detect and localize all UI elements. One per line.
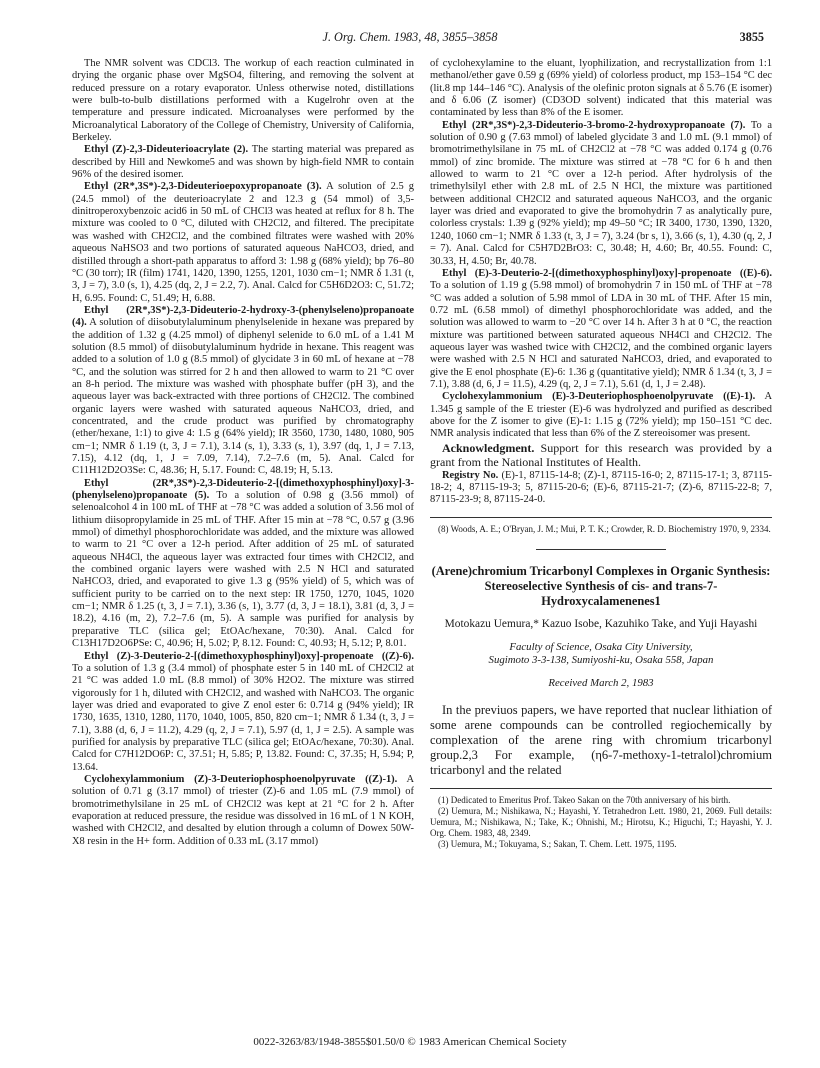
compound-heading: Ethyl (2R*,3S*)-2,3-Dideuterioepoxypropanoate (3).: [84, 181, 322, 193]
paragraph: [72, 774, 414, 848]
compound-heading: Ethyl (E)-3-Deuterio-2-[(dimethoxyphosphinyl)oxy]-propenoate ((E)-6).: [442, 267, 772, 279]
paragraph: [72, 181, 414, 304]
paragraph: [430, 120, 772, 268]
compound-heading: Ethyl (Z)-3-Deuterio-2-[(dimethoxyphosphinyl)oxy]-propenoate ((Z)-6).: [84, 650, 414, 662]
footnote: (8) Woods, A. E.; O'Bryan, J. M.; Mui, P. T. K.; Crowder, R. D. Biochemistry 1970, 9, 2334.: [438, 523, 771, 534]
received-date: Received March 2, 1983: [548, 676, 654, 689]
acknowledgment-heading: Acknowledgment.: [442, 440, 535, 455]
paragraph-text: A solution of diisobutylaluminum phenylselenide in hexane was prepared by the addition of 1.32 g (4.25 mmol) of diphenyl selenide to 6.0 mL of a 1.41 M solution (8.5 mmol) of diisobutylaluminum hydride in hexane. This reagent was added to a solution of 1.0 g (8.5 mmol) of glycidate 3 in 60 mL of hexane at −78 °C, and the solution was stirred for 2 h and then allowed to warm to 21 °C over an 8-h period. The mixture was washed with phosphate buffer (pH 3), and the aqueous layer was back-extracted with three portions of CH2Cl2. The combined organic layers were washed with saturated aqueous NaHCO3, dried, and concentrated, and the crude product was purified by chromatography (ether/hexane, 1:1) to give 4: 1.5 g (64% yield); IR 3560, 1730, 1480, 1080, 905 cm−1; NMR δ 1.19 (t, 3, J = 7.1), 3.14 (s, 1), 3.33 (s, 1), 3.97 (dq, 1, J = 7.13, 7.15), 4.12 (dq, 1, J = 7.09, 7.14), 7.2–7.6 (m, 5). Anal. Calcd for C11H12D2O3Se: C, 48.36; H, 5.17. Found: C, 48.19; H, 5.13.: [72, 317, 414, 477]
footnote-divider: [430, 517, 772, 518]
article-divider: [536, 549, 666, 550]
compound-heading: Ethyl (Z)-2,3-Dideuterioacrylate (2).: [84, 144, 249, 156]
registry-heading: Registry No.: [442, 469, 499, 481]
paragraph: [72, 651, 414, 774]
running-head: [0, 30, 820, 48]
author-list: Motokazu Uemura,* Kazuo Isobe, Kazuhiko Take, and Yuji Hayashi: [444, 617, 758, 630]
footnote: (1) Dedicated to Emeritus Prof. Takeo Sakan on the 70th anniversary of his birth.: [438, 795, 731, 806]
article-title: (Arene)chromium Tricarbonyl Complexes in Organic Synthesis: Stereoselective Synthesis of cis- and trans-7-Hydroxycalamenenes1: [431, 563, 771, 608]
footnotes-bottom: [430, 795, 772, 850]
affiliation: [430, 641, 772, 667]
page-number: 3855: [739, 30, 764, 44]
paragraph-text: The starting material was prepared as described by Hill and Newkome5 and was shown by high-field NMR to contain 96% of the desired isomer.: [72, 144, 414, 181]
intro-paragraph: In the previuos papers, we have reported that nuclear lithiation of some arene compounds can be controlled regiochemically by complexation of the arene ring with chromium tricarbonyl group.2,3 For example, (η6-7-methoxy-1-tetralol)chromium tricarbonyl and the related: [430, 703, 772, 778]
paragraph-text: To a solution of 0.98 g (3.56 mmol) of selenoalcohol 4 in 100 mL of THF at −78 °C was added a solution of 3.56 mol of lithium diisopropylamide in 25 mL of THF. After 15 min at −78 °C, 0.57 g (3.96 mmol) of dimethyl phosphorochloridate was added, and the mixture was allowed to warm to 21 °C over a 12-h period. After addition of 25 mL of saturated aqueous NH4Cl, the aqueous layer was extracted four times with CH2Cl2, and the combined organic layers were washed with 2.5 N HCl and saturated NaHCO3, dried, and evaporated to give 1.3 g (95% yield) of 5, which was of sufficient purity to be carried on to the next step: IR 1750, 1270, 1045, 1020 cm−1; NMR δ 1.25 (t, 3, J = 7.1), 3.36 (s, 1), 3.77 (d, 3, J = 18.1), 3.81 (d, 3, J = 18.2), 4.16 (m, 2), 7.2–7.6 (m, 5). A sample was purified for analysis by preparative TLC (silica gel; EtOAc/hexane, 70:30). Anal. Calcd for C13H17D2O6PSe: C, 40.96; H, 5.02; P, 8.12. Found: C, 40.93; H, 5.12; P, 8.01.: [72, 490, 414, 650]
footnote: (2) Uemura, M.; Nishikawa, N.; Hayashi, Y. Tetrahedron Lett. 1980, 21, 2069. Full details: Uemura, M.; Nishikawa, N.; Take, K.; Ohnishi, M.; Hirotsu, K.; Higuchi, T.; Hayashi, Y. J. Org. Chem. 1983, 48, 2349.: [430, 806, 772, 839]
paragraph: [72, 144, 414, 181]
paragraph-text: To a solution of 1.3 g (3.4 mmol) of phosphate ester 5 in 140 mL of CH2Cl2 at 21 °C was added 1.0 mL (8.8 mmol) of 30% H2O2. The mixture was stirred vigorously for 1 h, diluted with CH2Cl2, and washed with NaHCO3. The organic layer was dried and evaporated to give Z enol ester 6: 0.714 g (94% yield); IR 1730, 1635, 1310, 1280, 1170, 1040, 1005, 850, 820 cm−1; NMR δ 1.34 (t, 3, J = 7.1), 3.88 (d, 6, J = 11.2), 4.29 (q, 2, J = 7.1), 5.97 (d, 1, J = 2.5). A sample was purified for analysis by preparative TLC (silica gel; EtOAc/hexane, 70:30). Anal. Calcd for C7H12DO6P: C, 37.51; H, 5.85; P, 13.82. Found: C, 37.35; H, 5.94; P, 13.64.: [72, 662, 414, 773]
registry-numbers: [430, 470, 772, 507]
left-column: [72, 58, 414, 848]
compound-heading: Ethyl (2R*,3S*)-2,3-Dideuterio-3-bromo-2-hydroxypropanoate (7).: [442, 119, 746, 131]
paragraph: [72, 305, 414, 478]
affiliation-line: Sugimoto 3-3-138, Sumiyoshi-ku, Osaka 558, Japan: [488, 653, 714, 666]
paragraph: [430, 268, 772, 391]
paragraph-text: A solution of 2.5 g (24.5 mmol) of the deuterioacrylate 2 and 12.3 g (54 mmol) of 3,5-dinitroperoxybenzoic acid6 in 50 mL of CHCl3 was heated at reflux for 8 h. The mixture was cooled to 0 °C, diluted with CH2Cl2, and filtered. The precipitate was washed with CH2Cl2, and the combined filtrates were washed with 20% aqueous NaHSO3 and two portions of saturated aqueous NaHCO3, dried, and distilled through a short-path apparatus to afford 3: 1.98 g (68% yield); bp 76–80 °C (30 torr); IR (film) 1741, 1420, 1390, 1255, 1201, 1030 cm−1; NMR δ 1.31 (t, 3, J = 7), 3.0 (s, 1), 4.25 (dq, 2, J = 2.2, 7). Anal. Calcd for C5H6D2O3: C, 51.72; H, 6.95. Found: C, 51.49; H, 6.88.: [72, 181, 414, 304]
footnote: (3) Uemura, M.; Tokuyama, S.; Sakan, T. Chem. Lett. 1975, 1195.: [438, 839, 677, 850]
journal-citation: J. Org. Chem. 1983, 48, 3855–3858: [322, 30, 498, 44]
copyright-footer: 0022-3263/83/1948-3855$01.50/0 © 1983 American Chemical Society: [253, 1036, 567, 1048]
paragraph-text: A solution of 0.71 g (3.17 mmol) of triester (Z)-6 and 1.05 mL (7.9 mmol) of bromotrimethylsilane in 25 mL of CH2Cl2 was kept at 21 °C for 2 h. After evaporation at reduced pressure, the residue was dissolved in 16 mL of 1 N KOH, washed with CH2Cl2, and desalted by elution through a column of Dowex 50W-X8 resin in the H+ form. Addition of 0.33 mL (3.17 mmol): [72, 773, 414, 847]
paragraph-text: A 1.345 g sample of the E triester (E)-6 was hydrolyzed and purified as described above for the Z isomer to give (E)-1: 1.15 g (72% yield); mp 150–151 °C dec. NMR analysis indicated that less than 6% of the Z stereoisomer was present.: [430, 391, 772, 440]
affiliation-line: Faculty of Science, Osaka City University,: [509, 640, 693, 653]
acknowledgment: [430, 441, 772, 470]
paragraph-text: To a solution of 1.19 g (5.98 mmol) of bromohydrin 7 in 150 mL of THF at −78 °C was added a solution of 5.98 mmol of LDA in 30 mL of THF. After 15 min, 0.72 mL (6.58 mmol) of dimethyl phosphorochloridate was added, and the solution was allowed to warm to −20 °C over 14 h. After 3 h at 0 °C, the reaction mixture was partitioned between saturated aqueous NH4Cl and CH2Cl2. The aqueous layer was washed twice with CH2Cl2, and the combined organic layers were washed with 2.5 N HCl and saturated NaHCO3, dried, and evaporated to give the E enol phosphate (E)-6: 1.36 g (quantitative yield); NMR δ 1.34 (t, 3, J = 7.1), 3.88 (d, 6, J = 11.5), 4.29 (q, 2, J = 7.1), 5.61 (d, 1, J = 2.48).: [430, 280, 772, 390]
footnote-divider: [430, 788, 772, 789]
compound-heading: Cyclohexylammonium (E)-3-Deuteriophosphoenolpyruvate ((E)-1).: [442, 391, 756, 403]
compound-heading: Ethyl (2R*,3S*)-2,3-Dideuterio-2-[(dimethoxyphosphinyl)oxy]-3-(phenylseleno)propanoate (5).: [72, 477, 414, 502]
registry-text: (E)-1, 87115-14-8; (Z)-1, 87115-16-0; 2, 87115-17-1; 3, 87115-18-2; 4, 87115-19-3; 5, 87115-20-6; (E)-6, 87115-21-7; (Z)-6, 87115-22-8; 7, 87115-23-9; 8, 87115-24-0.: [430, 469, 772, 506]
paragraph: [430, 391, 772, 440]
paragraph: The NMR solvent was CDCl3. The workup of each reaction culminated in drying the organic phase over MgSO4, filtering, and removing the solvent at reduced pressure on a rotary evaporator. Unless otherwise noted, distillations were bulb-to-bulb distillations performed with a Kugelrohr oven at the temperature and pressure indicated. Microanalyses were performed by the Microanalytical Laboratory of the College of Chemistry, University of California, Berkeley.: [72, 58, 414, 144]
right-column: [430, 58, 772, 850]
acknowledgment-text: Support for this research was provided by a grant from the National Institutes of Health.: [430, 440, 772, 470]
footnotes-top: [430, 524, 772, 535]
compound-heading: Ethyl (2R*,3S*)-2,3-Dideuterio-2-hydroxy-3-(phenylseleno)propanoate (4).: [72, 304, 414, 329]
paragraph: [72, 478, 414, 651]
compound-heading: Cyclohexylammonium (Z)-3-Deuteriophosphoenolpyruvate ((Z)-1).: [84, 773, 398, 785]
paragraph-text: To a solution of 0.90 g (7.63 mmol) of labeled glycidate 3 and 1.0 mL (9.1 mmol) of bromotrimethylsilane in 75 mL of CH2Cl2 at −78 °C was added 0.174 g (0.76 mmol) of zinc bromide. The mixture was stirred at −78 °C for 6 h and then allowed to warm to 21 °C over a 12-h period. After hydrolysis of the trimethylsilyl ether with 2.8 mL of 2.5 N HCl, the mixture was partitioned between additional CH2Cl2 and saturated aqueous NaHCO3, and the organic layer was dried and evaporated to give the bromohydrin 7 as analytically pure, colorless crystals: 1.39 g (92% yield); mp 49–50 °C; IR 3400, 1730, 1390, 1320, 1240, 1060 cm−1; NMR δ 1.33 (t, 3, J = 7), 3.24 (br s, 1), 3.66 (s, 1), 4.30 (q, 2, J = 7). Anal. Calcd for C5H7D2BrO3: C, 30.48; H, 4.60; Br, 40.55. Found: C, 30.33, H, 4.50; Br, 40.78.: [430, 119, 773, 267]
paragraph: of cyclohexylamine to the eluant, lyophilization, and recrystallization from 1:1 methanol/ether gave 0.59 g (69% yield) of colorless product, mp 153–154 °C dec (lit.8 mp 144–146 °C). Analysis of the olefinic proton signals at δ 5.76 (E isomer) and δ 6.06 (Z isomer) (CD3OD solvent) indicated that this material was contaminated by less than 8% of the E isomer.: [430, 58, 772, 119]
